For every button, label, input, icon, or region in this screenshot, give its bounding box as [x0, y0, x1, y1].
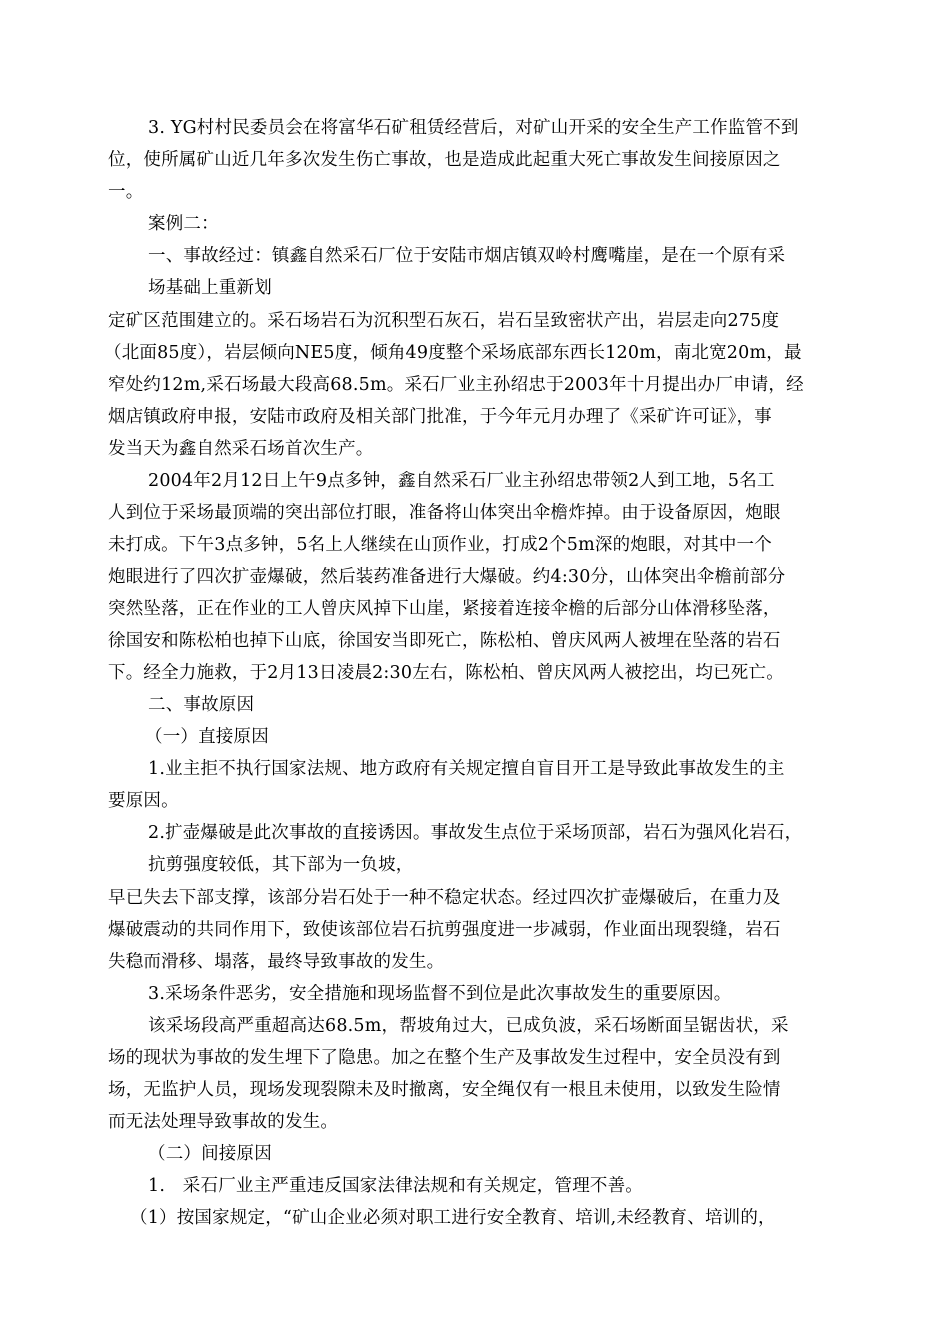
- text-line: （北面85度），岩层倾向NE5度，倾角49度整个采场底部东西长120m，南北宽20m，最: [104, 343, 802, 363]
- text-line: 场的现状为事故的发生埋下了隐患。加之在整个生产及事故发生过程中，安全员没有到: [108, 1048, 781, 1068]
- text-line: 要原因。: [108, 791, 179, 811]
- text-line: 1.业主拒不执行国家法规、地方政府有关规定擅自盲目开工是导致此事故发生的主: [148, 759, 785, 779]
- text-line: 二、事故原因: [148, 695, 255, 715]
- text-line: 2.扩壶爆破是此次事故的直接诱因。事故发生点位于采场顶部，岩石为强风化岩石，: [148, 823, 803, 843]
- text-line: 位，使所属矿山近几年多次发生伤亡事故，也是造成此起重大死亡事故发生间接原因之: [108, 150, 781, 170]
- text-line: 案例二：: [148, 214, 219, 234]
- text-line: 徐国安和陈松柏也掉下山底，徐国安当即死亡，陈松柏、曾庆风两人被埋在坠落的岩石: [108, 631, 781, 651]
- text-line: （二）间接原因: [148, 1144, 272, 1164]
- text-line: 人到位于采场最顶端的突出部位打眼，准备将山体突出伞檐炸掉。由于设备原因，炮眼: [108, 503, 781, 523]
- text-line: 爆破震动的共同作用下，致使该部位岩石抗剪强度进一步减弱，作业面出现裂缝，岩石: [108, 920, 781, 940]
- text-line: 炮眼进行了四次扩壶爆破，然后装药准备进行大爆破。约4:30分，山体突出伞檐前部分: [108, 567, 786, 587]
- text-line: 场，无监护人员，现场发现裂隙未及时撤离，安全绳仅有一根且未使用，以致发生险情: [108, 1080, 781, 1100]
- text-line: 定矿区范围建立的。采石场岩石为沉积型石灰石，岩石呈致密状产出，岩层走向275度: [108, 311, 780, 331]
- text-line: 3. YG村村民委员会在将富华石矿租赁经营后，对矿山开采的安全生产工作监管不到: [148, 118, 799, 138]
- text-line: 2004年2月12日上午9点多钟，鑫自然采石厂业主孙绍忠带领2人到工地，5名工: [148, 471, 775, 491]
- text-line: 而无法处理导致事故的发生。: [108, 1112, 339, 1132]
- text-line: 下。经全力施救，于2月13日凌晨2:30左右，陈松柏、曾庆风两人被挖出，均已死亡。: [108, 663, 784, 683]
- text-line: 烟店镇政府申报，安陆市政府及相关部门批准，于今年元月办理了《采矿许可证》，事: [108, 407, 772, 427]
- text-line: 突然坠落，正在作业的工人曾庆风掉下山崖，紧接着连接伞檐的后部分山体滑移坠落，: [108, 599, 781, 619]
- text-line: 窄处约12m,采石场最大段高68.5m。采石厂业主孙绍忠于2003年十月提出办厂申请，经: [108, 375, 804, 395]
- text-line: 早已失去下部支撑，该部分岩石处于一种不稳定状态。经过四次扩壶爆破后，在重力及: [108, 888, 781, 908]
- text-line: 场基础上重新划: [148, 278, 272, 298]
- text-line: 1. 采石厂业主严重违反国家法律法规和有关规定，管理不善。: [148, 1176, 643, 1196]
- text-line: 失稳而滑移、塌落，最终导致事故的发生。: [108, 952, 445, 972]
- text-line: 抗剪强度较低，其下部为一负坡，: [148, 855, 414, 875]
- text-line: 未打成。下午3点多钟，5名上人继续在山顶作业，打成2个5m深的炮眼，对其中一个: [108, 535, 772, 555]
- text-line: 发当天为鑫自然采石场首次生产。: [108, 439, 374, 459]
- text-line: 3.采场条件恶劣，安全措施和现场监督不到位是此次事故发生的重要原因。: [148, 984, 732, 1004]
- text-line: 该采场段高严重超高达68.5m，帮坡角过大，已成负波，采石场断面呈锯齿状，采: [148, 1016, 789, 1036]
- text-line: 一、事故经过：镇鑫自然采石厂位于安陆市烟店镇双岭村鹰嘴崖，是在一个原有采: [148, 246, 786, 266]
- text-line: （1）按国家规定，“矿山企业必须对职工进行安全教育、培训,未经教育、培训的，: [130, 1208, 776, 1228]
- text-line: （一）直接原因: [145, 727, 269, 747]
- text-line: 一。: [108, 182, 144, 202]
